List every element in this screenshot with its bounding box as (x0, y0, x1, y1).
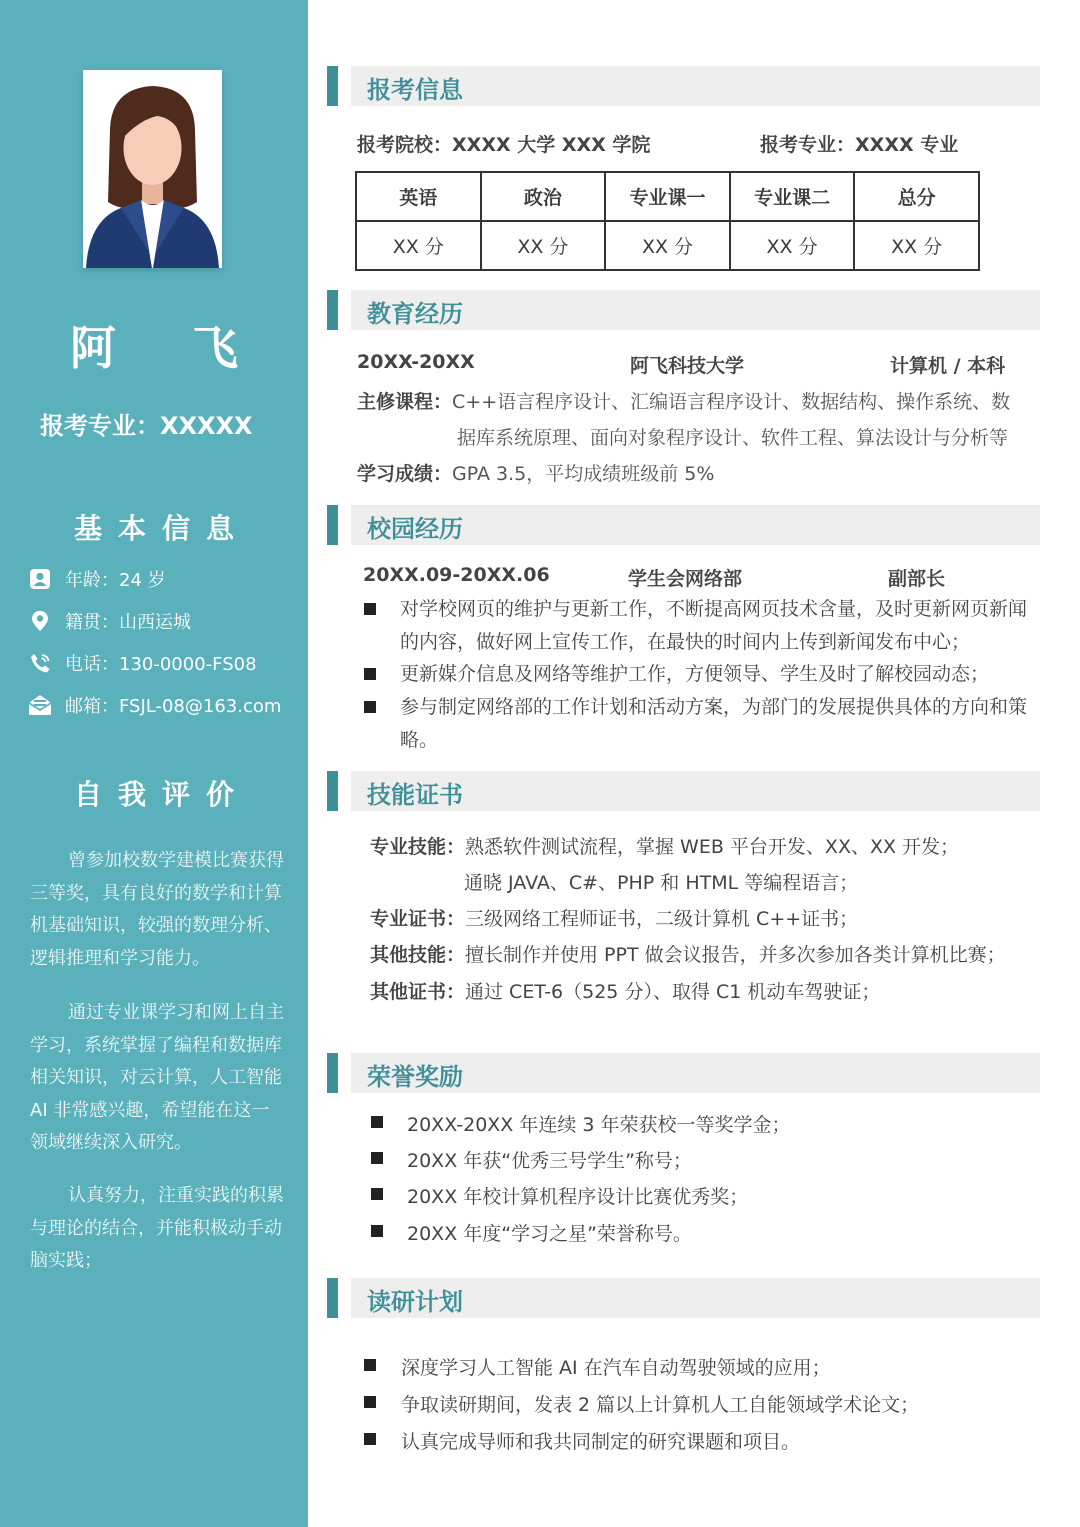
application-school: 报考院校：XXXX 大学 XXX 学院 (357, 134, 651, 156)
bullet-marker (371, 1152, 383, 1164)
self-eval-paragraph-3: 认真努力，注重实践的积累与理论的结合，并能积极动手动脑实践； (30, 1185, 284, 1271)
basic-info-heading: 基本信息 (73, 512, 250, 545)
bullet-marker (364, 668, 376, 680)
candidate-name: 阿 飞 (69, 321, 268, 375)
section-study-plan (327, 1278, 1040, 1318)
score-value: XX 分 (481, 221, 606, 270)
info-hometown-text: 籍贯：山西运城 (65, 612, 191, 633)
self-eval-paragraph-2: 通过专业课学习和网上自主学习，系统掌握了编程和数据库相关知识，对云计算，人工智能 AI 非常感兴趣，希望能在这一领域继续深入研究。 (30, 1002, 284, 1153)
bullet-marker (371, 1116, 383, 1128)
score-header: 专业课二 (730, 172, 855, 221)
avatar-illustration (83, 70, 222, 268)
info-email-text: 邮箱：FSJL-08@163.com (65, 696, 282, 717)
education-courses: 主修课程：C++语言程序设计、汇编语言程序设计、数据结构、操作系统、数 (357, 391, 1011, 413)
score-value: XX 分 (356, 221, 481, 270)
score-value: XX 分 (730, 221, 855, 270)
score-header-row (356, 172, 979, 221)
skills-other: 其他技能：擅长制作并使用 PPT 做会议报告，并多次参加各类计算机比赛； (370, 944, 1006, 966)
study-plan-item: 认真完成导师和我共同制定的研究课题和项目。 (401, 1431, 801, 1453)
info-email (28, 692, 281, 718)
education-degree: 计算机 / 本科 (890, 355, 1006, 377)
bullet-marker (371, 1188, 383, 1200)
phone-icon (28, 651, 52, 675)
study-plan-item: 争取读研期间，发表 2 篇以上计算机人工自能领域学术论文； (401, 1394, 920, 1416)
campus-item: 参与制定网络部的工作计划和活动方案，为部门的发展提供具体的方向和策略。 (400, 696, 1028, 751)
honor-item: 20XX 年获“优秀三号学生”称号； (407, 1150, 692, 1172)
education-period: 20XX-20XX (357, 351, 475, 373)
skills-professional: 专业技能：熟悉软件测试流程，掌握 WEB 平台开发、XX、XX 开发； (370, 836, 960, 858)
mail-icon (28, 693, 52, 717)
application-major: 报考专业：XXXX 专业 (760, 134, 959, 156)
score-header: 政治 (481, 172, 606, 221)
section-application (327, 66, 1040, 106)
info-hometown (28, 608, 191, 634)
section-education (327, 290, 1040, 330)
person-icon (28, 567, 52, 591)
skills-pro-cert: 专业证书：三级网络工程师证书，二级计算机 C++证书； (370, 908, 859, 930)
bullet-marker (371, 1225, 383, 1237)
self-eval-paragraph-1: 曾参加校数学建模比赛获得三等奖，具有良好的数学和计算机基础知识，较强的数理分析、逻辑推理和学习能力。 (30, 850, 284, 969)
section-title: 教育经历 (367, 300, 463, 328)
study-plan-item: 深度学习人工智能 AI 在汽车自动驾驶领域的应用； (401, 1357, 831, 1379)
bullet-marker (364, 603, 376, 615)
education-courses-cont: 据库系统原理、面向对象程序设计、软件工程、算法设计与分析等 (457, 427, 1009, 449)
score-header: 英语 (356, 172, 481, 221)
sidebar (0, 0, 308, 1527)
score-value-row (356, 221, 979, 270)
campus-period: 20XX.09-20XX.06 (363, 564, 550, 586)
campus-role: 副部长 (888, 568, 946, 590)
section-honors (327, 1053, 1040, 1093)
info-phone-text: 电话：130-0000-FS08 (65, 654, 257, 675)
bullet-marker (364, 701, 376, 713)
info-phone (28, 650, 257, 676)
section-title: 技能证书 (367, 781, 463, 809)
section-skills (327, 771, 1040, 811)
honor-item: 20XX-20XX 年连续 3 年荣获校一等奖学金； (407, 1114, 791, 1136)
bullet-marker (364, 1359, 376, 1371)
score-header: 总分 (854, 172, 979, 221)
section-title: 报考信息 (367, 76, 463, 104)
education-school: 阿飞科技大学 (630, 355, 745, 377)
info-age (28, 566, 166, 592)
target-major: 报考专业：XXXXX (40, 412, 253, 440)
section-title: 校园经历 (367, 515, 463, 543)
honor-item: 20XX 年度“学习之星”荣誉称号。 (407, 1223, 692, 1245)
self-eval-heading: 自我评价 (73, 778, 250, 811)
bullet-marker (364, 1433, 376, 1445)
section-campus (327, 505, 1040, 545)
score-header: 专业课一 (605, 172, 730, 221)
info-age-text: 年龄：24 岁 (65, 570, 166, 591)
campus-item: 对学校网页的维护与更新工作，不断提高网页技术含量，及时更新网页新闻的内容，做好网上宣传工作，在最快的时间内上传到新闻发布中心； (400, 598, 1028, 653)
score-table (355, 171, 980, 271)
section-title: 读研计划 (367, 1288, 463, 1316)
education-grades: 学习成绩：GPA 3.5，平均成绩班级前 5% (357, 463, 715, 485)
profile-photo (83, 70, 222, 268)
bullet-marker (364, 1396, 376, 1408)
score-value: XX 分 (854, 221, 979, 270)
location-pin-icon (28, 609, 52, 633)
section-title: 荣誉奖励 (367, 1063, 463, 1091)
campus-org: 学生会网络部 (628, 568, 743, 590)
skills-other-cert: 其他证书：通过 CET-6（525 分）、取得 C1 机动车驾驶证； (370, 981, 881, 1003)
skills-professional-cont: 通晓 JAVA、C#、PHP 和 HTML 等编程语言； (464, 872, 859, 894)
campus-item: 更新媒介信息及网络等维护工作，方便领导、学生及时了解校园动态； (400, 663, 990, 685)
score-value: XX 分 (605, 221, 730, 270)
honor-item: 20XX 年校计算机程序设计比赛优秀奖； (407, 1186, 749, 1208)
